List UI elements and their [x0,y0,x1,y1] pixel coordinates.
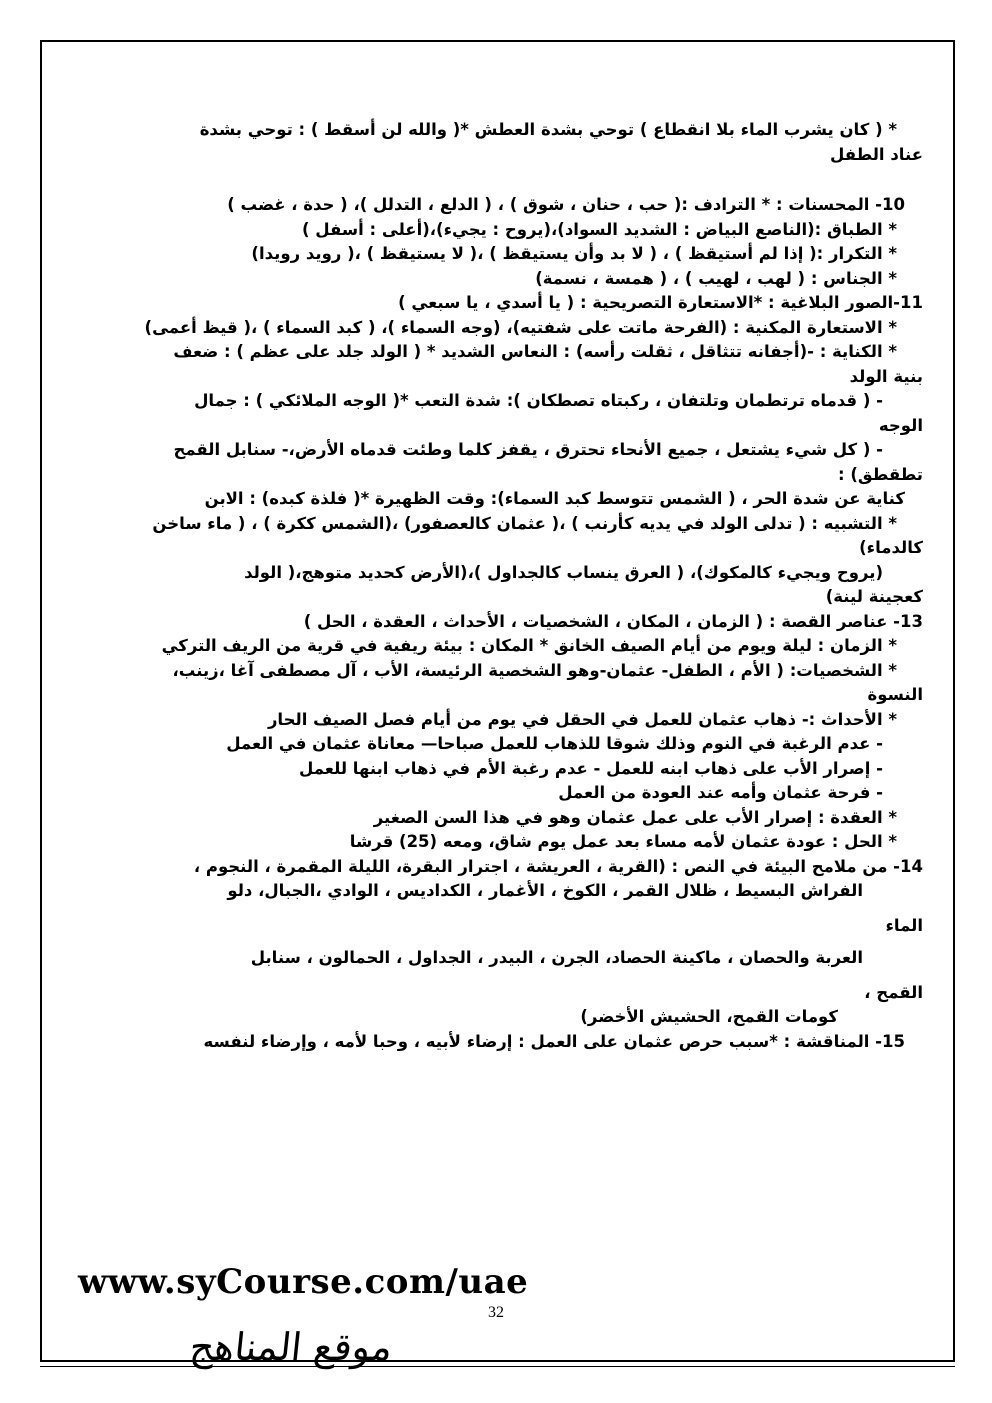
list-item: - إصرار الأب على ذهاب ابنه للعمل - عدم رغبة الأم في ذهاب ابنها للعمل [298,758,883,778]
text-line: * الجناس : ( لهب ، لهيب ) ، ( همسة ، نسمة) [535,268,897,288]
text-line: الفراش البسيط ، ظلال القمر ، الكوخ ، الأغمار ، الكداديس ، الوادي ،الجبال، دلو [227,881,863,900]
text-line: * العقدة : إصرار الأب على عمل عثمان وهو في هذا السن الصغير [373,807,897,827]
page-border-double-line [40,1366,955,1367]
list-item: - عدم الرغبة في النوم وذلك شوقا للذهاب للعمل صباحا— معاناة عثمان في العمل [226,734,883,753]
text-line: الوجه [878,415,923,435]
text-line: كالدماء) [859,538,923,557]
text-line: * التكرار :( إذا لم أستيقظ ) ، ( لا بد وأن يستيقظ ) ،( لا يستيقظ ) ،( رويد رويدا) [251,244,897,263]
section-heading-10: 10- المحسنات : * الترادف :( حب ، حنان ، شوق ) ، ( الدلع ، التدلل )، ( حدة ، غضب ) [227,195,905,214]
text-line: النسوة [867,685,923,704]
text-line: - ( كل شيء يشتعل ، جميع الأنحاء تحترق ، يقفز كلما وطئت قدماه الأرض،- سنابل القمح [173,440,883,459]
text-line: * الشخصيات: ( الأم ، الطفل- عثمان-وهو الشخصية الرئيسة، الأب ، آل مصطفى آغا ،زينب، [172,660,897,680]
text-line: بنية الولد [849,366,923,386]
text-line: كعجينة لينة) [825,587,923,606]
text-line: * التشبيه : ( تدلى الولد في يديه كأرنب ) ،( عثمان كالعصفور) ،(الشمس ككرة ) ، ( ماء ساخن [152,513,897,533]
site-signature: موقع المناهج [187,1325,395,1369]
section-heading-14: 14- من ملامح البيئة في النص : (القرية ، العريشة ، اجترار البقرة، الليلة المقمرة ، النجوم ، [193,856,923,876]
section-heading-11: 11-الصور البلاغية : *الاستعارة التصريحية : ( يا أسدي ، يا سبعي ) [398,293,923,312]
section-heading-13: 13- عناصر القصة : ( الزمان ، المكان ، الشخصيات ، الأحداث ، العقدة ، الحل ) [303,611,923,631]
text-line: * الأحداث :- ذهاب عثمان للعمل في الحقل في يوم من أيام فصل الصيف الحار [267,709,897,729]
text-line: * الكناية : -(أجفانه تتثاقل ، ثقلت رأسه) : النعاس الشديد * ( الولد جلد على عظم ) : ضعف [173,342,897,361]
document-body [95,118,923,1054]
page-number: 32 [488,1304,504,1321]
text-line: (يروح ويجيء كالمكوك)، ( العرق ينساب كالجداول )،(الأرض كحديد متوهج،( الولد [244,562,883,582]
text-line: - ( قدماه ترتطمان وتلتفان ، ركبتاه تصطكان ): شدة التعب *( الوجه الملائكي ) : جمال [194,391,883,410]
text-line: كناية عن شدة الحر ، ( الشمس تتوسط كبد السماء): وقت الظهيرة *( فلذة كبده) : الابن [204,489,905,508]
list-item: - فرحة عثمان وأمه عند العودة من العمل [558,783,883,802]
text-line: * الزمان : ليلة ويوم من أيام الصيف الخانق * المكان : بيئة ريفية في قرية من الريف التركي [161,636,897,655]
text-line: العربة والحصان ، ماكينة الحصاد، الجرن ، البيدر ، الجداول ، الحمالون ، سنابل [250,948,863,967]
text-line: كومات القمح، الحشيش الأخضر) [580,1007,838,1026]
text-line: * ( كان يشرب الماء بلا انقطاع ) توحي بشدة العطش *( والله لن أسقط ) : توحي بشدة [199,120,897,139]
spacer [95,167,923,193]
text-line: * الطباق :(الناصع البياض : الشديد السواد)،(يروح : يجيء)،(أعلى : أسفل ) [302,219,897,239]
website-url: www.syCourse.com/uae [78,1262,529,1302]
text-line: عناد الطفل [830,144,923,164]
text-line: تطقطق) : [838,464,923,484]
text-line: * الاستعارة المكنية : (الفرحة ماتت على شفتيه)، (وجه السماء )، ( كبد السماء ) ،( قيظ أعمى) [144,317,897,337]
text-line: الماء [885,915,923,935]
text-line: القمح ، [864,982,923,1002]
section-heading-15: 15- المناقشة : *سبب حرص عثمان على العمل : إرضاء لأبيه ، وحبا لأمه ، وإرضاء لنفسه [203,1031,905,1051]
text-line: * الحل : عودة عثمان لأمه مساء بعد عمل يوم شاق، ومعه (25) قرشا [349,832,897,851]
